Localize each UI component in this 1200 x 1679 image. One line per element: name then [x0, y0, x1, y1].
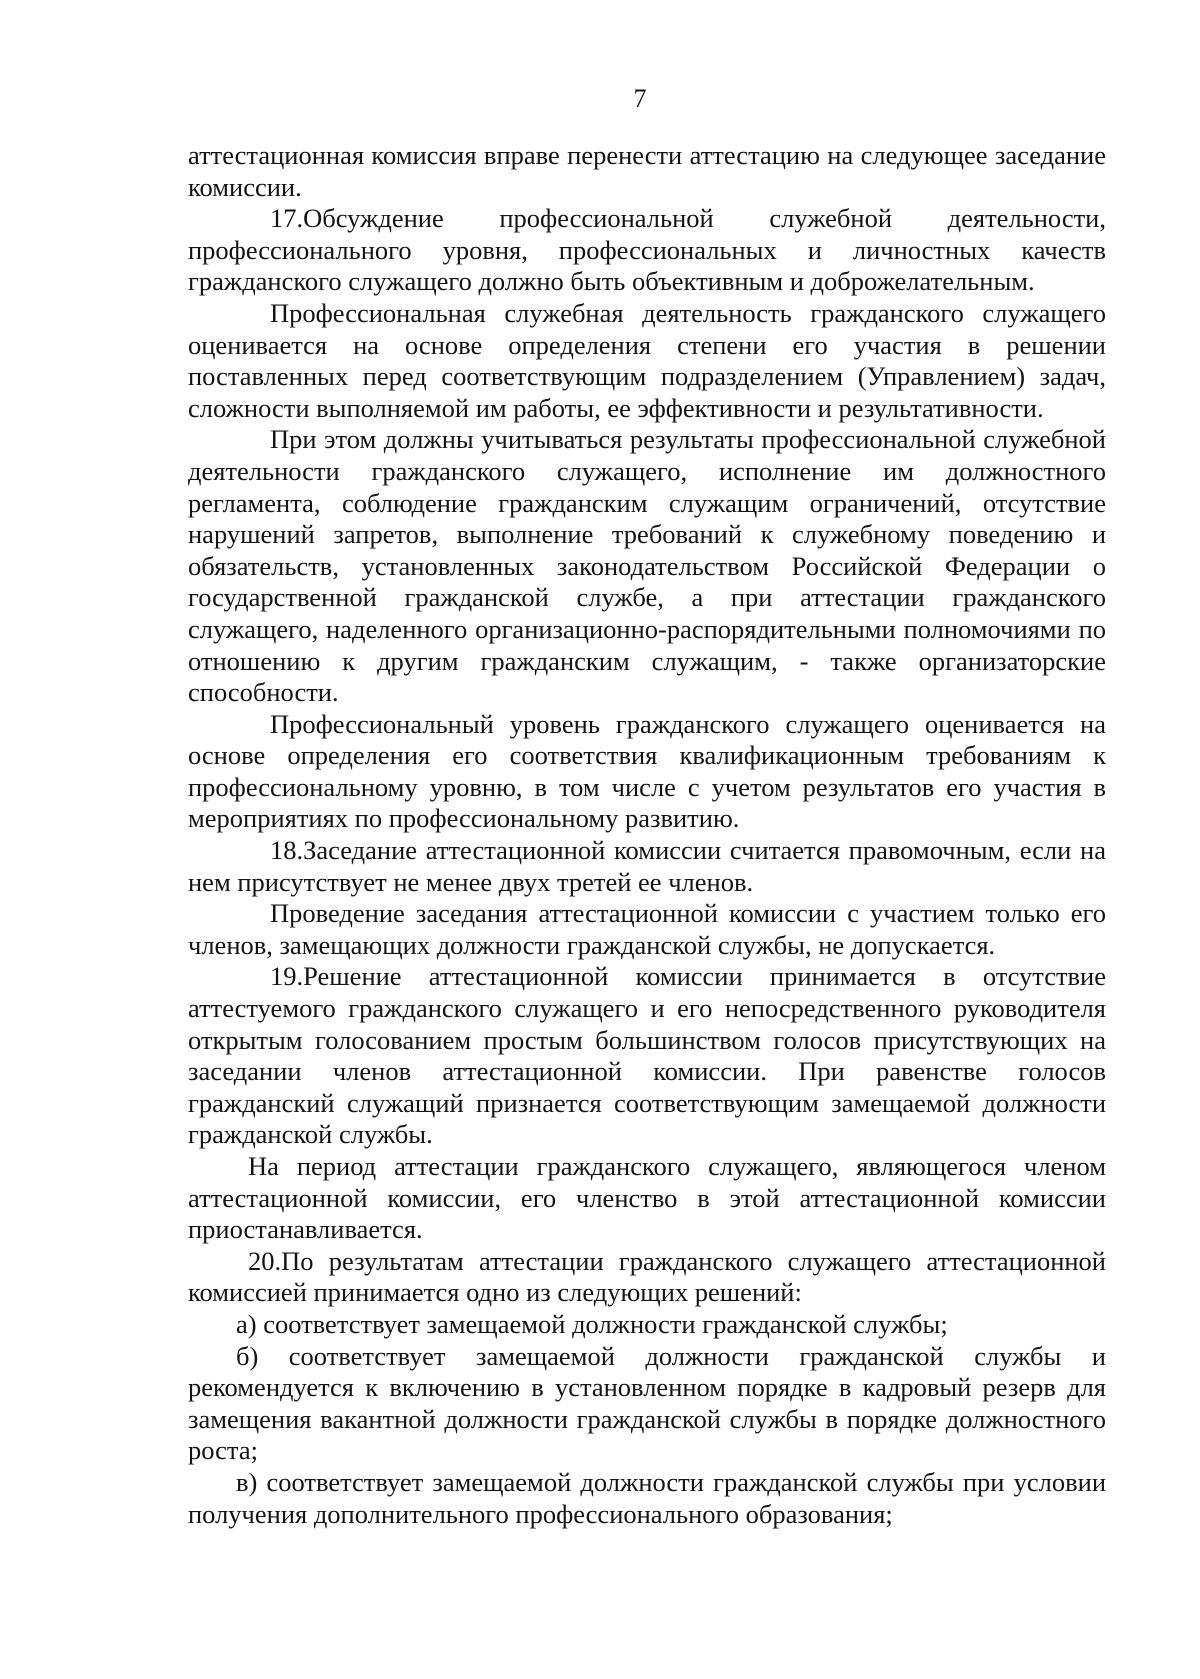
- page-number: 7: [633, 84, 647, 113]
- paragraph: а) соответствует замещаемой должности гражданской службы;: [236, 1308, 948, 1339]
- paragraph: Профессиональный уровень гражданского служащего оценивается на основе определения его соответствия квалификационным требованиям к профессиональному уровню, в том числе с учетом результатов его участия в мероприятиях по профессиональному развитию.: [188, 708, 1106, 834]
- paragraph: Профессиональная служебная деятельность гражданского служащего оценивается на основе определения степени его участия в решении поставленных перед соответствующим подразделением (Управлением) задач, сложности выполняемой им работы, ее эффективности и результативности.: [188, 297, 1106, 423]
- paragraph: аттестационная комиссия вправе перенести аттестацию на следующее заседание комиссии.: [188, 140, 1106, 202]
- paragraph: 20.По результатам аттестации гражданского служащего аттестационной комиссией принимается одно из следующих решений:: [188, 1245, 1106, 1308]
- paragraph: в) соответствует замещаемой должности гражданской службы при условии получения дополнительного профессионального образования;: [188, 1466, 1106, 1529]
- paragraph: На период аттестации гражданского служащего, являющегося членом аттестационной комиссии, его членство в этой аттестационной комиссии приостанавливается.: [188, 1151, 1106, 1245]
- paragraph: При этом должны учитываться результаты профессиональной служебной деятельности гражданского служащего, исполнение им должностного регламента, соблюдение гражданским служащим ограничений, отсутствие нарушений запретов, выполнение требований к служебному поведению и обязательств, установленных законодательством Российской Федерации о государственной гражданской службе, а при аттестации гражданского служащего, наделенного организационно-распорядительными полномочиями по отношению к другим гражданским служащим, - также организаторские способности.: [188, 424, 1106, 708]
- paragraph: 18.Заседание аттестационной комиссии считается правомочным, если на нем присутствует не менее двух третей ее членов.: [188, 835, 1106, 897]
- paragraph: б) соответствует замещаемой должности гражданской службы и рекомендуется к включению в установленном порядке в кадровый резерв для замещения вакантной должности гражданской службы в порядке должностного роста;: [188, 1340, 1106, 1466]
- paragraph: 17.Обсуждение профессиональной служебной деятельности, профессионального уровня, профессиональных и личностных качеств гражданского служащего должно быть объективным и доброжелательным.: [188, 203, 1106, 297]
- paragraph: 19.Решение аттестационной комиссии принимается в отсутствие аттестуемого гражданского служащего и его непосредственного руководителя открытым голосованием простым большинством голосов присутствующих на заседании членов аттестационной комиссии. При равенстве голосов гражданский служащий признается соответствующим замещаемой должности гражданской службы.: [188, 961, 1106, 1150]
- document-body: [188, 140, 1106, 1530]
- paragraph: Проведение заседания аттестационной комиссии с участием только его членов, замещающих должности гражданской службы, не допускается.: [188, 898, 1106, 960]
